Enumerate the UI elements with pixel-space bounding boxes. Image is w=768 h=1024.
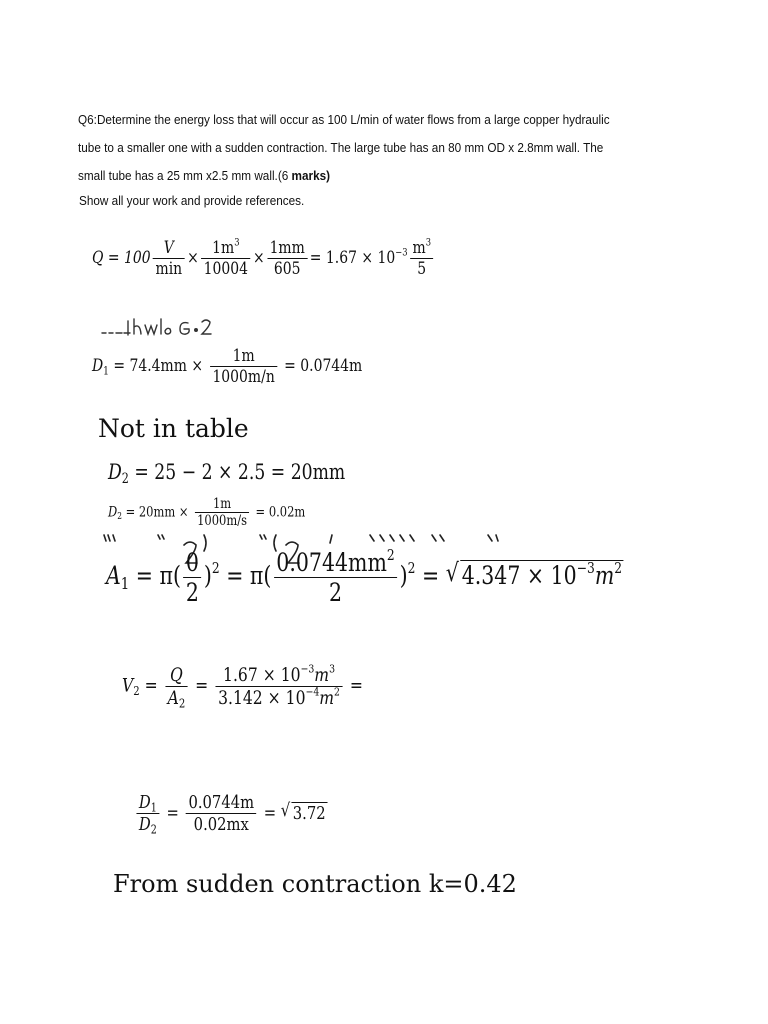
marks-label: marks) [291,169,331,183]
question-text [78,106,680,190]
sudden-contraction-text: From sudden contraction k=0.42 [113,870,517,898]
d2-conversion-equation: $D_2 = 20mm$ × $\frac{1m}{1000m/s}$ = 0.02m [108,496,306,529]
question-line-2: tube to a smaller one with a sudden contraction. The large tube has an 80 mm OD x 2.8mm wall. The [78,141,604,155]
handwritten-note-image [100,313,230,339]
d2-diameter-equation: $D_2 = 25 - 2 \times 2.5 = 20mm$ [108,460,346,488]
velocity-v2-equation: $V_2$ = $\frac{Q}{A_2}$ = $\frac{1.67 \times 10^{-3}m^3}{3.142 \times 10^{-4}m^2}$ = [122,661,363,711]
diameter-ratio-equation: $\frac{D_1}{D_2}$ = $\frac{0.0744m}{0.02mx}$ = √ 3.72 [134,792,327,835]
question-line-3: small tube has a 25 mm x2.5 mm wall.(6 marks) [78,169,331,183]
d1-equation: $D_1 = 74.4mm$ × $\frac{1m}{1000m/n}$ = 0.0744m [92,346,363,387]
instruction-text: Show all your work and provide references. [79,194,305,208]
question-line-1: Q6:Determine the energy loss that will occur as 100 L/min of water flows from a large copper hydraulic [78,113,610,127]
area-a1-equation: $A_1 = \pi$( $\frac{0}{2}$ )$^2$ = π( $\frac{0.0744mm^2}{2}$ )$^2$ = √ $4.347 \times 10^{-3}m^2$ [106,548,624,607]
square-root: √ 3.72 [281,802,327,824]
not-in-table-text: Not in table [98,414,249,443]
flow-rate-equation: Q = 100 $\frac{V}{\min}$ × $\frac{1m^3}{10004}$ × $\frac{1mm}{605}$ = $1.67 \times 10^{-3}$ $\frac{m^3}{5}$ [92,238,436,279]
square-root: √ $4.347 \times 10^{-3}m^2$ [446,560,624,590]
